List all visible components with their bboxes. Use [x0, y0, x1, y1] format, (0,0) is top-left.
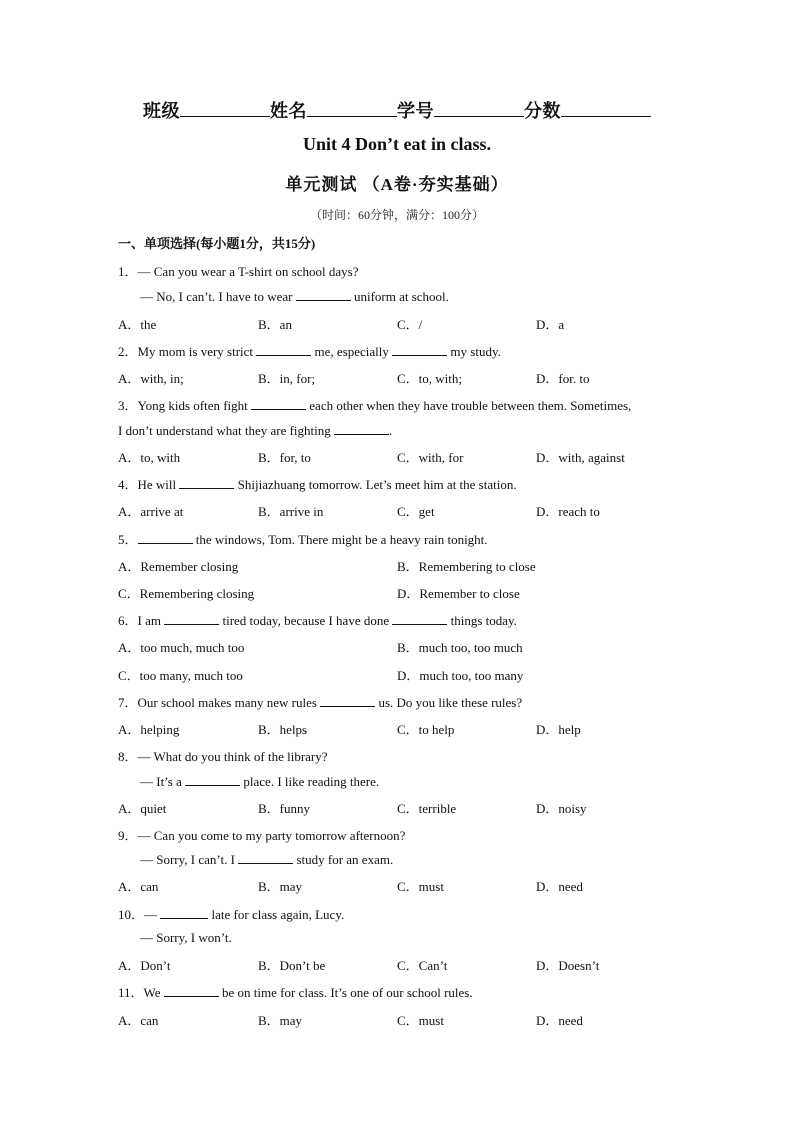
q4-option-a: A．arrive at — [118, 504, 184, 519]
q11-option-b: B．may — [258, 1013, 303, 1028]
q8-option-d: D．noisy — [536, 801, 587, 816]
q1-option-b: B．an — [258, 317, 292, 332]
question-11-stem: 11．We be on time for class. It’s one of our school rules. — [118, 985, 473, 1000]
q2-option-c: C．to, with; — [397, 371, 463, 386]
q5-option-b: B．Remembering to close — [397, 559, 536, 574]
q8-option-c: C．terrible — [397, 801, 457, 816]
q5-option-c: C．Remembering closing — [118, 586, 255, 601]
answer-blank — [334, 422, 389, 435]
name-label: 姓名 — [270, 101, 307, 121]
q7-option-d: D．help — [536, 722, 581, 737]
q10-option-d: D．Doesn’t — [536, 958, 600, 973]
class-label: 班级 — [143, 101, 180, 121]
score-blank — [561, 98, 651, 117]
q10-option-c: C．Can’t — [397, 958, 448, 973]
q1-option-a: A．the — [118, 317, 157, 332]
answer-blank — [251, 397, 306, 410]
question-6-stem: 6．I am tired today, because I have done things today. — [118, 613, 517, 628]
answer-blank — [164, 984, 219, 997]
student-info-header — [0, 97, 794, 123]
question-1-stem: 1．— Can you wear a T-shirt on school days? — [118, 264, 359, 279]
time-note: （时间：60分钟，满分：100分） — [309, 208, 484, 222]
q4-option-c: C．get — [397, 504, 435, 519]
q11-option-a: A．can — [118, 1013, 159, 1028]
q9-option-d: D．need — [536, 879, 583, 894]
question-9-stem: 9．— Can you come to my party tomorrow afternoon? — [118, 828, 406, 843]
question-8-stem: 8．— What do you think of the library? — [118, 749, 328, 764]
question-1-response: — No, I can’t. I have to wear uniform at school. — [140, 289, 449, 304]
class-blank — [180, 98, 270, 117]
name-blank — [307, 98, 397, 117]
question-10-stem: 10．— late for class again, Lucy. — [118, 907, 345, 922]
q9-option-c: C．must — [397, 879, 444, 894]
question-10-response: — Sorry, I won’t. — [140, 930, 232, 945]
test-title: 单元测试 （A卷·夯实基础） — [285, 175, 509, 194]
question-3-stem-cont: I don’t understand what they are fighting . — [118, 423, 393, 438]
q5-option-d: D．Remember to close — [397, 586, 520, 601]
question-5-stem: 5． the windows, Tom. There might be a heavy rain tonight. — [118, 532, 488, 547]
question-3-stem: 3．Yong kids often fight each other when they have trouble between them. Sometimes, — [118, 398, 632, 413]
q6-option-a: A．too much, much too — [118, 640, 245, 655]
q11-option-c: C．must — [397, 1013, 444, 1028]
question-8-response: — It’s a place. I like reading there. — [140, 774, 380, 789]
q7-option-a: A．helping — [118, 722, 180, 737]
answer-blank — [392, 343, 447, 356]
id-blank — [434, 98, 524, 117]
question-2-stem: 2．My mom is very strict me, especially my study. — [118, 344, 501, 359]
q3-option-a: A．to, with — [118, 450, 181, 465]
q2-option-d: D．for. to — [536, 371, 590, 386]
score-label: 分数 — [524, 101, 561, 121]
q1-option-c: C．/ — [397, 317, 423, 332]
q2-option-b: B．in, for; — [258, 371, 316, 386]
answer-blank — [179, 476, 234, 489]
q4-option-b: B．arrive in — [258, 504, 324, 519]
answer-blank — [160, 906, 208, 919]
q7-option-b: B．helps — [258, 722, 308, 737]
q2-option-a: A．with, in; — [118, 371, 184, 386]
q11-option-d: D．need — [536, 1013, 583, 1028]
q8-option-a: A．quiet — [118, 801, 167, 816]
answer-blank — [256, 343, 311, 356]
q6-option-c: C．too many, much too — [118, 668, 243, 683]
q1-option-d: D．a — [536, 317, 565, 332]
q4-option-d: D．reach to — [536, 504, 600, 519]
q6-option-d: D．much too, too many — [397, 668, 524, 683]
question-4-stem: 4．He will Shijiazhuang tomorrow. Let’s meet him at the station. — [118, 477, 517, 492]
q6-option-b: B．much too, too much — [397, 640, 523, 655]
question-9-response: — Sorry, I can’t. I study for an exam. — [140, 852, 394, 867]
answer-blank — [164, 612, 219, 625]
q9-option-a: A．can — [118, 879, 159, 894]
answer-blank — [320, 694, 375, 707]
unit-title: Unit 4 Don’t eat in class. — [303, 134, 491, 154]
q3-option-c: C．with, for — [397, 450, 464, 465]
q8-option-b: B．funny — [258, 801, 311, 816]
q7-option-c: C．to help — [397, 722, 455, 737]
id-label: 学号 — [397, 101, 434, 121]
q3-option-d: D．with, against — [536, 450, 625, 465]
answer-blank — [392, 612, 447, 625]
q9-option-b: B．may — [258, 879, 303, 894]
answer-blank — [185, 773, 240, 786]
answer-blank — [238, 851, 293, 864]
section-heading: 一、单项选择(每小题1分，共15分) — [118, 236, 316, 251]
q10-option-a: A．Don’t — [118, 958, 171, 973]
q3-option-b: B．for, to — [258, 450, 311, 465]
q10-option-b: B．Don’t be — [258, 958, 326, 973]
question-7-stem: 7．Our school makes many new rules us. Do you like these rules? — [118, 695, 523, 710]
q5-option-a: A．Remember closing — [118, 559, 239, 574]
answer-blank — [296, 288, 351, 301]
answer-blank — [138, 531, 193, 544]
